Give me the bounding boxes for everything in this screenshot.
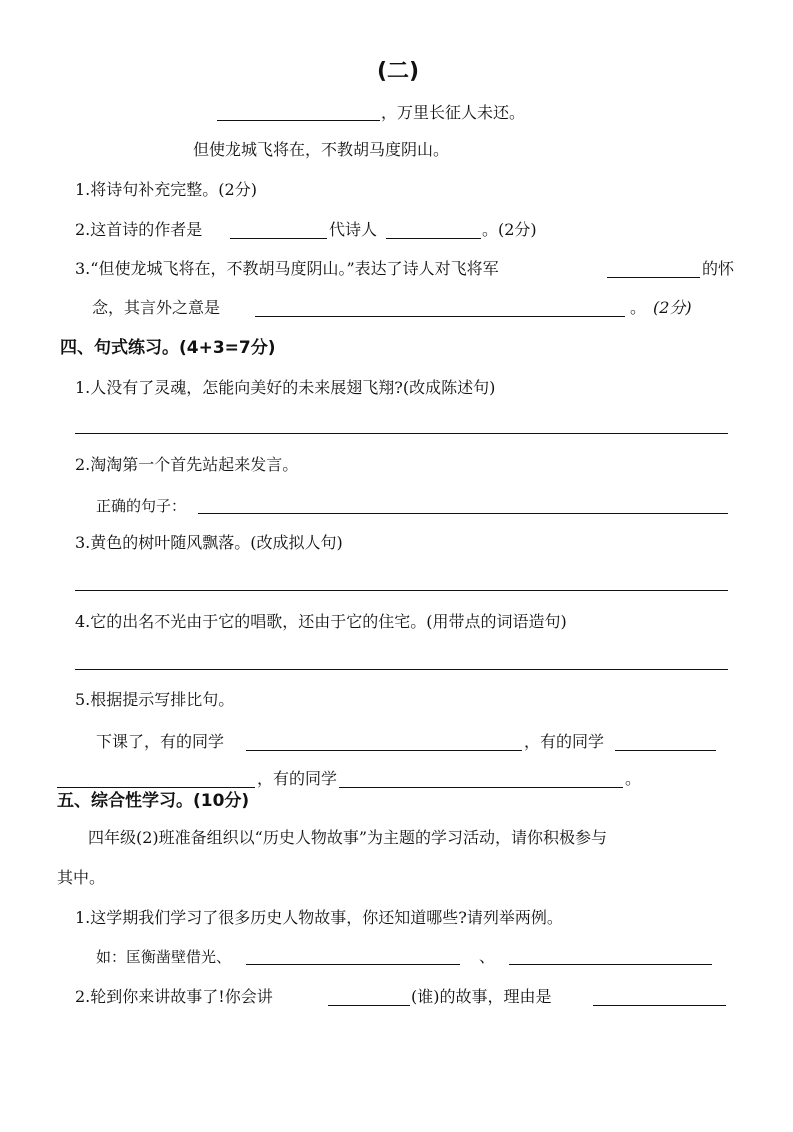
parallel-blank-2a[interactable] [615, 750, 716, 751]
question-poem-3-score: (2分) [653, 298, 692, 317]
poem-line1: ，万里长征人未还。 [381, 103, 526, 122]
poem-line2: 但使龙城飞将在，不教胡马度阴山。 [193, 140, 450, 159]
question-study-1: 1.这学期我们学习了很多历史人物故事，你还知道哪些?请列举两例。 [75, 908, 563, 927]
question-poem-2-text: 2.这首诗的作者是 [75, 220, 203, 239]
question-sentence-1: 1.人没有了灵魂，怎能向美好的未来展翅飞翔?(改成陈述句) [75, 378, 496, 397]
correct-sentence-label: 正确的句子： [96, 497, 187, 515]
parallel-text-a: 下课了，有的同学 [96, 732, 225, 751]
section-5-heading: 五、综合性学习。(10分) [57, 791, 250, 811]
story-example: 如：匡衡凿壁借光、 [96, 948, 232, 966]
question-sentence-2: 2.淘淘第一个首先站起来发言。 [75, 455, 299, 474]
question-poem-2-text-b: 代诗人 [329, 220, 378, 239]
dynasty-blank[interactable] [230, 238, 327, 239]
section-5-intro-line2: 其中。 [57, 868, 106, 887]
answer-line-1[interactable] [75, 433, 728, 434]
question-poem-3-text-b: 的怀 [702, 259, 735, 278]
reason-blank[interactable] [593, 1005, 726, 1006]
question-sentence-4: 4.它的出名不光由于它的唱歌，还由于它的住宅。(用带点的词语造句) [75, 612, 567, 631]
poem-blank[interactable] [217, 120, 380, 121]
parallel-text-c: ，有的同学 [257, 769, 338, 788]
question-sentence-5: 5.根据提示写排比句。 [75, 690, 235, 709]
answer-line-3[interactable] [75, 590, 728, 591]
story-blank-1[interactable] [246, 964, 460, 965]
section-5-intro-line1: 四年级(2)班准备组织以“历史人物故事”为主题的学习活动，请你积极参与 [88, 828, 608, 847]
question-study-2-text: 2.轮到你来讲故事了!你会讲 [75, 987, 273, 1006]
parallel-text-d: 。 [625, 769, 642, 788]
question-poem-3-text-c: 念，其言外之意是 [92, 298, 221, 317]
page-title: (二) [377, 59, 420, 84]
storyteller-who-blank[interactable] [328, 1005, 410, 1006]
story-separator: 、 [479, 947, 496, 966]
general-blank[interactable] [607, 277, 700, 278]
story-blank-2[interactable] [509, 964, 712, 965]
answer-line-2[interactable] [198, 513, 728, 514]
parallel-blank-2b[interactable] [57, 787, 255, 788]
section-4-heading: 四、句式练习。(4+3=7分) [60, 338, 276, 358]
implication-blank[interactable] [255, 316, 625, 317]
question-poem-1: 1.将诗句补充完整。(2分) [75, 180, 257, 199]
question-study-2-text-b: (谁)的故事，理由是 [411, 987, 552, 1006]
question-sentence-3: 3.黄色的树叶随风飘落。(改成拟人句) [75, 533, 343, 552]
answer-line-4[interactable] [75, 669, 728, 670]
question-poem-3-text-d: 。 [630, 298, 647, 317]
parallel-text-b: ，有的同学 [524, 732, 605, 751]
parallel-blank-3[interactable] [339, 787, 623, 788]
question-poem-2-text-c: 。(2分) [482, 220, 537, 239]
parallel-blank-1[interactable] [246, 750, 522, 751]
question-poem-3-text: 3.“但使龙城飞将在，不教胡马度阴山。”表达了诗人对飞将军 [75, 259, 499, 278]
poet-blank[interactable] [386, 238, 481, 239]
